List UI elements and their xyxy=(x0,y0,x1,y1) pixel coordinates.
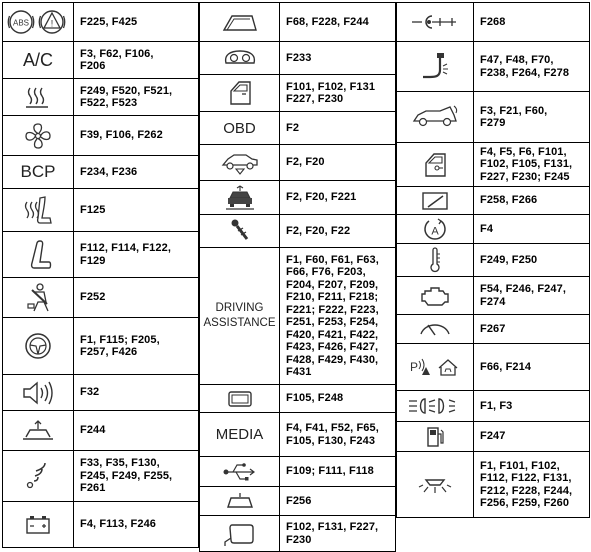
fuse-codes: F249, F250 xyxy=(480,253,538,266)
seatbelt-icon xyxy=(3,278,74,317)
fuel-pump-icon xyxy=(397,422,474,451)
table-row xyxy=(3,3,198,41)
tow-hitch-icon xyxy=(200,215,280,247)
parking-garage-icon xyxy=(397,344,474,390)
fuse-codes: F234, F236 xyxy=(80,165,138,178)
table-row xyxy=(200,214,395,247)
fuse-codes: F109; F111, F118 xyxy=(286,465,374,478)
table-row xyxy=(397,390,589,421)
washer-hose-icon xyxy=(397,42,474,91)
fuse-codes: F33, F35, F130, F245, F249, F255, F261 xyxy=(80,457,173,495)
instrument-cluster-icon xyxy=(200,42,280,74)
table-row xyxy=(200,486,395,515)
obd-icon xyxy=(200,112,280,144)
fuse-codes: F32 xyxy=(80,386,100,399)
fuse-codes: F112, F114, F122, F129 xyxy=(80,242,171,267)
fuse-codes: F47, F48, F70, F238, F264, F278 xyxy=(480,54,570,79)
fuse-codes: F3, F62, F106, F206 xyxy=(80,47,154,72)
table-row xyxy=(200,3,395,41)
fuse-codes: F233 xyxy=(286,51,312,64)
table-row xyxy=(397,451,589,517)
table-row xyxy=(200,247,395,384)
svg-text:A: A xyxy=(431,225,439,238)
steering-wheel-icon xyxy=(3,318,74,374)
fuse-codes: F267 xyxy=(480,322,506,335)
fuse-codes: F4, F41, F52, F65, F105, F130, F243 xyxy=(286,422,379,447)
fuse-codes: F39, F106, F262 xyxy=(80,129,163,142)
fuse-codes: F125 xyxy=(80,203,106,216)
fuse-codes: F1, F60, F61, F63, F66, F76, F203, F204, F207, F209, F210, F211, F218; F221; F222, F223, F251, F253, F254, F420, F421, F422, F423, F426, F427, F428, F429, F430, F431 xyxy=(286,253,379,378)
fuse-codes: F1, F3 xyxy=(480,399,513,412)
table-row xyxy=(397,243,589,276)
table-row xyxy=(200,456,395,486)
table-row xyxy=(200,412,395,456)
fuse-column-3 xyxy=(396,2,590,518)
svg-text:!: ! xyxy=(50,18,54,29)
table-row xyxy=(200,515,395,551)
fuse-codes: F2, F20, F221 xyxy=(286,191,357,204)
fuse-codes: F4, F5, F6, F101, F102, F105, F131, F227, F230; F245 xyxy=(480,145,573,183)
table-row xyxy=(397,41,589,91)
table-row xyxy=(397,214,589,243)
seat-heater-icon xyxy=(3,189,74,231)
ac-label: A/C xyxy=(22,49,53,70)
headlight-icon xyxy=(397,391,474,421)
fuse-codes: F249, F520, F521, F522, F523 xyxy=(80,84,173,109)
fuse-codes: F102, F131, F227, F230 xyxy=(286,521,379,546)
table-row xyxy=(200,384,395,412)
svg-text:ABS: ABS xyxy=(12,18,30,28)
table-row xyxy=(397,343,589,390)
fuse-codes: F1, F115; F205, F257, F426 xyxy=(80,333,160,358)
table-row xyxy=(3,155,198,188)
table-row xyxy=(3,188,198,231)
table-row xyxy=(3,374,198,410)
table-row xyxy=(397,186,589,214)
fuse-codes: F1, F101, F102, F112, F122, F131, F212, F228, F244, F256, F259, F260 xyxy=(480,459,573,509)
fuse-codes: F105, F248 xyxy=(286,392,344,405)
wiper-icon xyxy=(397,187,474,214)
battery-icon xyxy=(3,502,74,547)
tailgate-icon xyxy=(397,92,474,142)
interior-mirror-icon xyxy=(200,487,280,515)
fuse-codes: F66, F214 xyxy=(480,360,532,373)
door-lock-icon xyxy=(397,143,474,186)
table-row xyxy=(3,317,198,374)
svg-text:P: P xyxy=(410,360,419,374)
fuse-codes: F244 xyxy=(80,424,106,437)
fuse-codes: F256 xyxy=(286,494,312,507)
table-row xyxy=(3,115,198,155)
table-row xyxy=(200,74,395,111)
table-row xyxy=(397,91,589,142)
table-row xyxy=(3,78,198,115)
bcp-label: BCP xyxy=(20,162,56,181)
rear-defrost-icon xyxy=(3,79,74,115)
fuse-codes: F54, F246, F247, F274 xyxy=(480,283,566,308)
auto-start-stop-icon xyxy=(397,215,474,243)
table-row xyxy=(200,144,395,180)
table-row xyxy=(3,501,198,547)
fuse-codes: F4, F113, F246 xyxy=(80,518,156,531)
side-mirror-icon xyxy=(200,516,280,551)
antenna-signal-icon xyxy=(3,451,74,501)
car-sensor-icon xyxy=(200,145,280,180)
fuse-codes: F225, F425 xyxy=(80,15,138,28)
fuse-column-1 xyxy=(2,2,199,548)
temperature-icon xyxy=(397,244,474,276)
table-row xyxy=(397,314,589,343)
bcp-icon xyxy=(3,156,74,188)
fuse-codes: F2 xyxy=(286,121,300,134)
table-row xyxy=(397,142,589,186)
table-row xyxy=(200,180,395,214)
interior-light-icon xyxy=(397,452,474,517)
fuse-codes: F247 xyxy=(480,430,506,443)
table-row xyxy=(397,421,589,451)
driving-assistance-text: DRIVING ASSISTANCE xyxy=(203,302,276,329)
speaker-icon xyxy=(3,375,74,410)
table-row xyxy=(397,3,589,41)
fuse-column-2 xyxy=(199,2,396,552)
table-row xyxy=(3,410,198,450)
usb-icon xyxy=(200,457,280,486)
fan-icon xyxy=(3,116,74,155)
fuse-codes: F101, F102, F131 F227, F230 xyxy=(286,80,376,105)
table-row xyxy=(3,277,198,317)
car-lift-icon xyxy=(3,411,74,450)
media-text: MEDIA xyxy=(215,426,264,443)
fuse-codes: F3, F21, F60, F279 xyxy=(480,104,548,129)
fuse-codes: F2, F20 xyxy=(286,156,325,169)
fuse-codes: F252 xyxy=(80,291,106,304)
seat-icon xyxy=(3,232,74,277)
door-icon xyxy=(200,75,280,111)
table-row xyxy=(3,41,198,78)
driving-assistance-label xyxy=(200,248,280,384)
wiper-blade-icon xyxy=(397,315,474,343)
fuse-codes: F268 xyxy=(480,15,506,28)
windshield-icon xyxy=(200,3,280,41)
abs-warning-icon xyxy=(3,3,74,41)
obd-label: OBD xyxy=(223,119,256,137)
table-row xyxy=(200,111,395,144)
fuse-codes: F68, F228, F244 xyxy=(286,15,369,28)
engine-icon xyxy=(397,277,474,314)
display-screen-icon xyxy=(200,385,280,412)
table-row xyxy=(397,276,589,314)
fuse-codes: F2, F20, F22 xyxy=(286,224,351,237)
fuse-codes: F258, F266 xyxy=(480,194,538,207)
car-top-icon xyxy=(200,181,280,214)
table-row xyxy=(3,231,198,277)
table-row xyxy=(200,41,395,74)
fuse-codes: F4 xyxy=(480,222,494,235)
media-label xyxy=(200,413,280,456)
table-row xyxy=(3,450,198,501)
ac-icon xyxy=(3,42,74,78)
trailer-plug-icon xyxy=(397,3,474,41)
